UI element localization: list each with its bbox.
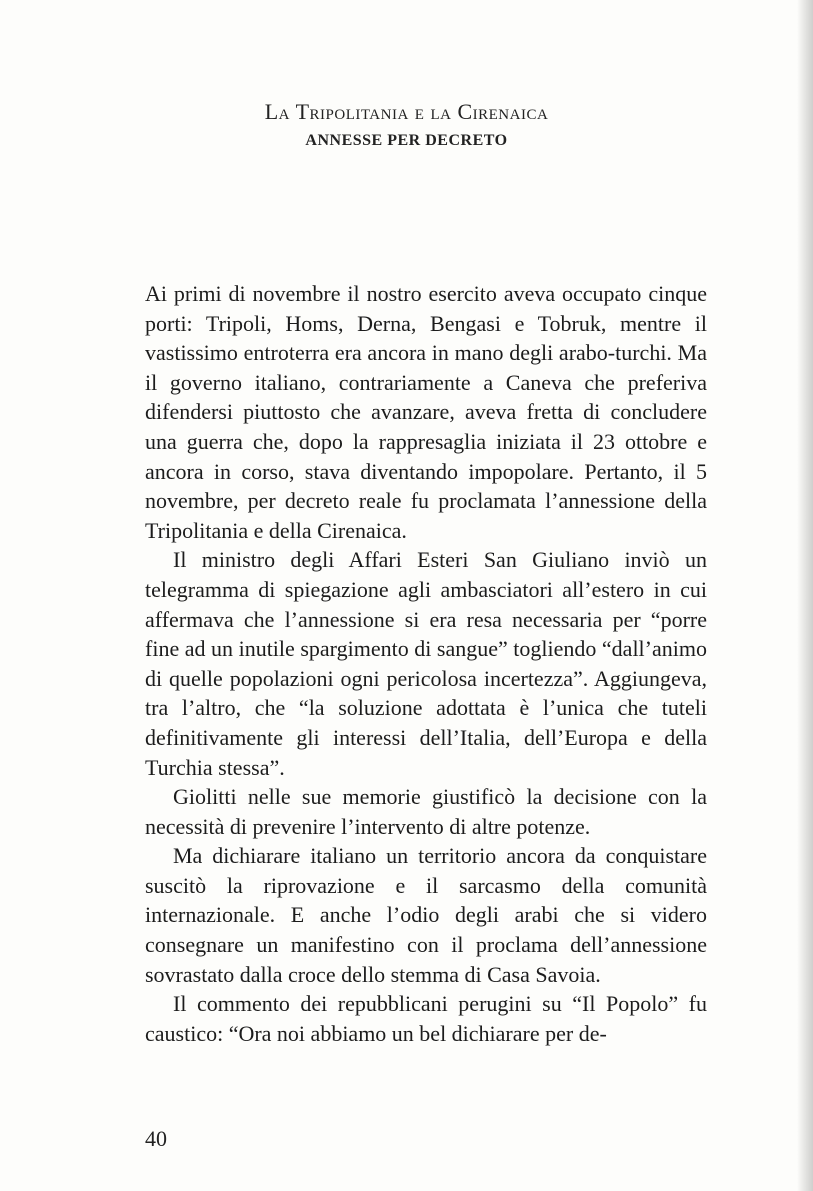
paragraph-3: Giolitti nelle sue memorie giustificò la decisione con la necessità di prevenire l’intervento di altre potenze. <box>145 784 707 839</box>
paragraph-2: Il ministro degli Affari Esteri San Giuliano inviò un telegramma di spiegazione agli ambasciatori all’estero in cui affermava che l’annessione si era resa necessaria per “porre fine ad un inutile spargimento di sangue” togliendo “dall’animo di quelle popolazioni ogni pericolosa incertezza”. Aggiungeva, tra l’altro, che “la soluzione adottata è l’unica che tuteli definitivamente gli interessi dell’Italia, dell’Europa e della Turchia stessa”. <box>145 547 707 780</box>
chapter-title-line-1: La Tripolitania e la Cirenaica <box>264 99 549 124</box>
body-text <box>145 279 707 1048</box>
paragraph-1: Ai primi di novembre il nostro esercito aveva occupato cinque porti: Tripoli, Homs, Derna, Bengasi e Tobruk, mentre il vastissimo entroterra era ancora in mano degli arabo-turchi. Ma il governo italiano, contrariamente a Caneva che preferiva difendersi piuttosto che avanzare, aveva fretta di concludere una guerra che, dopo la rappresaglia iniziata il 23 ottobre e ancora in corso, stava diventando impopolare. Pertanto, il 5 novembre, per decreto reale fu proclamata l’annessione della Tripolitania e della Cirenaica. <box>145 281 707 543</box>
chapter-title-line-2: ANNESSE PER DECRETO <box>305 132 508 149</box>
chapter-heading <box>0 96 813 154</box>
page-number: 40 <box>145 1126 167 1151</box>
page-edge-shadow <box>797 0 813 1191</box>
paragraph-5: Il commento dei repubblicani perugini su “Il Popolo” fu caustico: “Ora noi abbiamo un bel dichiarare per de- <box>145 991 707 1046</box>
paragraph-4: Ma dichiarare italiano un territorio ancora da conquistare suscitò la riprovazione e il sarcasmo della comunità internazionale. E anche l’odio degli arabi che si videro consegnare un manifestino con il proclama dell’annessione sovrastato dalla croce dello stemma di Casa Savoia. <box>145 843 707 987</box>
